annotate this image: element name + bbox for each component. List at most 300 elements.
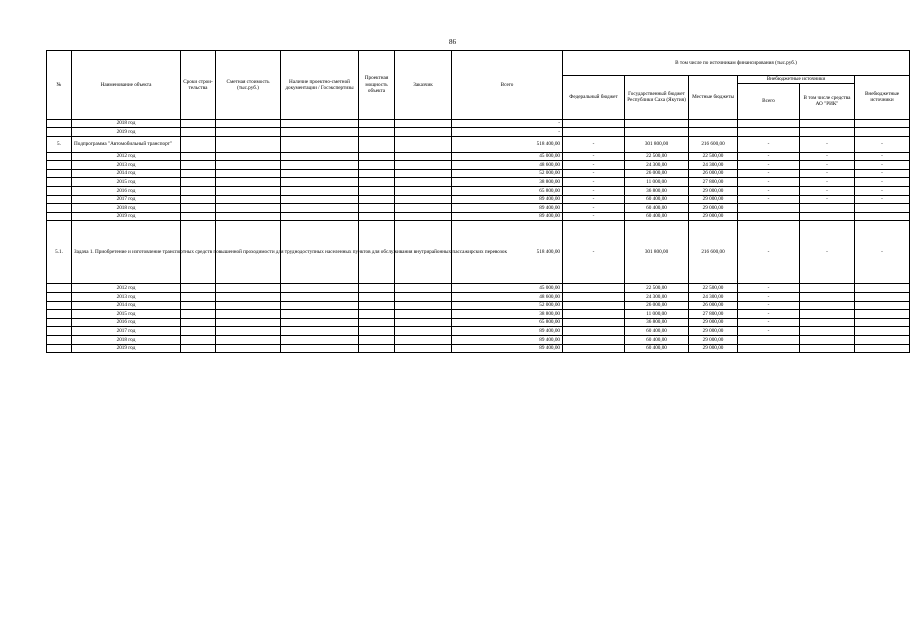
row-cell: - xyxy=(738,284,800,293)
row-cell xyxy=(855,119,910,128)
row-cell xyxy=(216,212,281,221)
row-name: 2015 год xyxy=(72,310,181,319)
row-cell: 89 400,00 xyxy=(452,327,563,336)
row-cell xyxy=(181,178,216,187)
row-cell xyxy=(855,344,910,353)
col-local-header: Местные бюджеты xyxy=(689,76,738,120)
row-cell: 26 000,00 xyxy=(689,301,738,310)
row-cell xyxy=(181,119,216,128)
row-cell xyxy=(563,318,625,327)
row-cell xyxy=(395,293,452,302)
row-cell: 65 800,00 xyxy=(452,187,563,196)
row-cell xyxy=(216,204,281,213)
row-cell: 24 300,00 xyxy=(625,161,689,170)
table-row xyxy=(47,187,910,196)
row-cell: 518 400,00 xyxy=(452,221,563,284)
row-cell: 29 000,00 xyxy=(689,336,738,345)
row-cell xyxy=(800,327,855,336)
row-cell: - xyxy=(800,221,855,284)
row-cell xyxy=(855,212,910,221)
row-cell xyxy=(625,128,689,137)
row-cell: - xyxy=(855,195,910,204)
row-cell xyxy=(216,161,281,170)
row-cell xyxy=(181,301,216,310)
row-cell xyxy=(738,204,800,213)
table-row xyxy=(47,344,910,353)
row-number xyxy=(47,128,72,137)
row-name: Задача 1. Приобретение и изготовление транспортных средств повышенной проходимости для труднодоступных населенных пунктов для обслуживания внутрирайонных пассажирских перевозок xyxy=(72,221,181,284)
row-number xyxy=(47,195,72,204)
row-cell xyxy=(563,301,625,310)
row-cell: - xyxy=(452,128,563,137)
row-name: 2016 год xyxy=(72,187,181,196)
row-cell xyxy=(216,152,281,161)
row-cell: 60 400,00 xyxy=(625,336,689,345)
row-cell xyxy=(395,178,452,187)
row-cell xyxy=(738,336,800,345)
row-cell: 29 000,00 xyxy=(689,318,738,327)
row-cell: 60 400,00 xyxy=(625,327,689,336)
row-cell: 52 000,00 xyxy=(452,169,563,178)
row-cell: - xyxy=(800,195,855,204)
row-cell xyxy=(359,301,395,310)
row-cell: 216 600,00 xyxy=(689,136,738,152)
row-cell xyxy=(855,204,910,213)
row-cell xyxy=(216,119,281,128)
row-cell: - xyxy=(800,136,855,152)
row-name: 2019 год xyxy=(72,344,181,353)
row-cell: - xyxy=(738,195,800,204)
row-cell xyxy=(800,204,855,213)
row-cell xyxy=(800,301,855,310)
row-cell: 24 300,00 xyxy=(689,161,738,170)
table-row xyxy=(47,318,910,327)
row-cell: 65 800,00 xyxy=(452,318,563,327)
table-row xyxy=(47,327,910,336)
funding-sources-header: В том числе по источникам финансирования (тыс.руб.) xyxy=(563,51,910,76)
row-number xyxy=(47,161,72,170)
row-cell xyxy=(281,327,359,336)
row-cell xyxy=(281,344,359,353)
row-cell: 89 400,00 xyxy=(452,212,563,221)
row-cell xyxy=(395,344,452,353)
row-name: 2019 год xyxy=(72,128,181,137)
row-cell: - xyxy=(855,152,910,161)
row-cell: - xyxy=(855,169,910,178)
row-cell: 89 400,00 xyxy=(452,204,563,213)
row-cell xyxy=(281,293,359,302)
row-cell xyxy=(855,318,910,327)
row-cell: - xyxy=(738,152,800,161)
row-cell: 26 000,00 xyxy=(689,169,738,178)
row-number xyxy=(47,284,72,293)
row-cell xyxy=(625,119,689,128)
table-row xyxy=(47,161,910,170)
row-cell: - xyxy=(800,152,855,161)
col-extra-rik-header: В том числе средства АО "РИК" xyxy=(800,83,855,119)
row-cell xyxy=(281,128,359,137)
row-cell: - xyxy=(563,161,625,170)
row-cell xyxy=(359,318,395,327)
row-cell xyxy=(395,161,452,170)
row-cell xyxy=(395,169,452,178)
row-cell: 26 000,00 xyxy=(625,169,689,178)
row-cell xyxy=(738,344,800,353)
table-row xyxy=(47,293,910,302)
row-cell xyxy=(359,128,395,137)
row-cell xyxy=(395,195,452,204)
row-cell: 518 400,00 xyxy=(452,136,563,152)
extrabudget-group-header: Внебюджетные источники xyxy=(738,76,855,84)
row-cell xyxy=(181,318,216,327)
row-name: 2018 год xyxy=(72,336,181,345)
row-cell: 11 000,00 xyxy=(625,178,689,187)
col-cost-header: Сметная стоимость (тыс.руб.) xyxy=(216,51,281,120)
row-cell xyxy=(563,284,625,293)
row-cell xyxy=(800,318,855,327)
row-cell xyxy=(216,195,281,204)
row-cell: - xyxy=(738,318,800,327)
row-cell xyxy=(181,187,216,196)
row-cell xyxy=(359,293,395,302)
table-row xyxy=(47,284,910,293)
row-cell: - xyxy=(563,178,625,187)
row-cell: - xyxy=(855,178,910,187)
row-cell xyxy=(395,128,452,137)
row-cell xyxy=(800,293,855,302)
row-cell: 89 400,00 xyxy=(452,195,563,204)
row-cell xyxy=(395,204,452,213)
row-cell xyxy=(563,293,625,302)
row-cell: - xyxy=(855,221,910,284)
row-cell: - xyxy=(563,204,625,213)
row-cell xyxy=(216,293,281,302)
col-terms-header: Сроки строи-тельства xyxy=(181,51,216,120)
row-cell: - xyxy=(855,136,910,152)
row-cell xyxy=(359,204,395,213)
row-cell: - xyxy=(738,310,800,319)
row-cell: 29 000,00 xyxy=(689,344,738,353)
row-cell xyxy=(281,136,359,152)
row-cell xyxy=(181,161,216,170)
row-cell: - xyxy=(738,327,800,336)
row-cell xyxy=(855,128,910,137)
row-cell xyxy=(359,310,395,319)
row-cell xyxy=(216,327,281,336)
row-number xyxy=(47,310,72,319)
col-extra-other-header: Внебюджетные источники xyxy=(855,76,910,120)
row-name: 2012 год xyxy=(72,284,181,293)
row-cell xyxy=(359,187,395,196)
table-row xyxy=(47,119,910,128)
row-cell xyxy=(181,204,216,213)
row-cell: 36 800,00 xyxy=(625,187,689,196)
row-cell xyxy=(395,136,452,152)
row-cell: - xyxy=(563,136,625,152)
row-cell xyxy=(359,212,395,221)
row-cell: 22 500,00 xyxy=(625,152,689,161)
col-total-header: Всего xyxy=(452,51,563,120)
row-cell xyxy=(181,169,216,178)
col-num-header: № xyxy=(47,51,72,120)
row-cell xyxy=(281,204,359,213)
row-cell xyxy=(281,318,359,327)
row-cell xyxy=(800,284,855,293)
row-number xyxy=(47,178,72,187)
row-cell: - xyxy=(855,187,910,196)
row-cell: - xyxy=(738,221,800,284)
row-cell: - xyxy=(563,195,625,204)
row-number xyxy=(47,204,72,213)
table-body xyxy=(47,119,910,353)
row-cell xyxy=(738,212,800,221)
row-cell xyxy=(563,327,625,336)
row-cell: - xyxy=(563,212,625,221)
row-cell: 38 800,00 xyxy=(452,310,563,319)
row-cell: 38 800,00 xyxy=(452,178,563,187)
row-cell xyxy=(359,161,395,170)
row-name: 2013 год xyxy=(72,161,181,170)
row-cell xyxy=(216,301,281,310)
table-row xyxy=(47,178,910,187)
row-cell xyxy=(181,327,216,336)
row-cell: - xyxy=(800,178,855,187)
row-cell xyxy=(281,169,359,178)
row-cell: - xyxy=(855,161,910,170)
row-cell xyxy=(181,310,216,319)
row-cell xyxy=(359,336,395,345)
row-cell xyxy=(563,310,625,319)
row-name: 2019 год xyxy=(72,212,181,221)
row-number xyxy=(47,187,72,196)
row-cell xyxy=(855,327,910,336)
row-name: 2015 год xyxy=(72,178,181,187)
row-cell xyxy=(395,318,452,327)
row-cell: 216 600,00 xyxy=(689,221,738,284)
row-cell xyxy=(281,178,359,187)
row-cell xyxy=(395,336,452,345)
row-cell: - xyxy=(800,169,855,178)
row-cell xyxy=(395,187,452,196)
row-cell xyxy=(216,318,281,327)
row-cell xyxy=(281,336,359,345)
row-cell xyxy=(395,212,452,221)
row-cell: 29 000,00 xyxy=(689,212,738,221)
row-cell xyxy=(395,301,452,310)
row-cell: 29 000,00 xyxy=(689,195,738,204)
table-row xyxy=(47,128,910,137)
table-row xyxy=(47,310,910,319)
row-cell xyxy=(281,161,359,170)
row-cell xyxy=(216,284,281,293)
row-name: 2018 год xyxy=(72,119,181,128)
row-cell: 52 000,00 xyxy=(452,301,563,310)
col-name-header: Наименование объекта xyxy=(72,51,181,120)
table-row xyxy=(47,221,910,284)
row-cell: - xyxy=(800,161,855,170)
row-cell xyxy=(359,169,395,178)
row-cell xyxy=(395,119,452,128)
row-cell xyxy=(216,187,281,196)
row-cell: 60 400,00 xyxy=(625,344,689,353)
row-cell: - xyxy=(738,178,800,187)
row-cell: 89 400,00 xyxy=(452,336,563,345)
col-capacity-header: Проектная мощность объекта xyxy=(359,51,395,120)
row-cell xyxy=(216,128,281,137)
row-cell xyxy=(216,169,281,178)
row-cell xyxy=(359,195,395,204)
table-row xyxy=(47,136,910,152)
row-cell: 48 600,00 xyxy=(452,293,563,302)
row-cell: 29 000,00 xyxy=(689,187,738,196)
row-cell xyxy=(800,344,855,353)
row-cell: 48 600,00 xyxy=(452,161,563,170)
row-number xyxy=(47,344,72,353)
row-name: 2017 год xyxy=(72,327,181,336)
col-design-docs-header: Наличие проектно-сметной документации / Госэкспертизы xyxy=(281,51,359,120)
row-cell xyxy=(689,119,738,128)
col-customer-header: Заказчик xyxy=(395,51,452,120)
row-cell xyxy=(181,344,216,353)
row-cell xyxy=(216,310,281,319)
row-cell xyxy=(689,128,738,137)
row-cell: 45 000,00 xyxy=(452,284,563,293)
row-number xyxy=(47,293,72,302)
row-cell: 89 400,00 xyxy=(452,344,563,353)
col-federal-header: Федеральный бюджет xyxy=(563,76,625,120)
row-cell xyxy=(359,344,395,353)
row-cell: 60 400,00 xyxy=(625,212,689,221)
row-cell xyxy=(181,336,216,345)
row-number xyxy=(47,301,72,310)
row-cell: - xyxy=(738,293,800,302)
row-cell: 60 400,00 xyxy=(625,204,689,213)
row-cell: - xyxy=(738,187,800,196)
row-name: 2012 год xyxy=(72,152,181,161)
row-cell xyxy=(281,119,359,128)
row-cell xyxy=(395,152,452,161)
row-cell: - xyxy=(738,301,800,310)
row-cell xyxy=(563,336,625,345)
row-cell: 301 800,00 xyxy=(625,136,689,152)
row-number xyxy=(47,152,72,161)
row-cell xyxy=(216,178,281,187)
row-cell xyxy=(855,293,910,302)
table-row xyxy=(47,169,910,178)
row-cell xyxy=(281,152,359,161)
row-cell: - xyxy=(563,221,625,284)
row-cell: 24 300,00 xyxy=(689,293,738,302)
row-cell xyxy=(281,187,359,196)
row-cell xyxy=(181,212,216,221)
row-cell xyxy=(800,212,855,221)
table-row xyxy=(47,195,910,204)
row-cell xyxy=(855,284,910,293)
row-cell: - xyxy=(738,136,800,152)
row-cell xyxy=(281,301,359,310)
table-row xyxy=(47,152,910,161)
row-cell xyxy=(359,152,395,161)
row-cell: 45 000,00 xyxy=(452,152,563,161)
row-number xyxy=(47,318,72,327)
row-cell: - xyxy=(800,187,855,196)
table-row xyxy=(47,204,910,213)
row-number xyxy=(47,336,72,345)
row-cell xyxy=(181,195,216,204)
row-cell xyxy=(395,327,452,336)
row-cell xyxy=(855,301,910,310)
row-cell xyxy=(181,293,216,302)
row-cell: - xyxy=(563,169,625,178)
row-cell: 29 000,00 xyxy=(689,204,738,213)
row-cell xyxy=(855,336,910,345)
row-cell xyxy=(395,310,452,319)
row-name: 2014 год xyxy=(72,301,181,310)
row-cell: 301 800,00 xyxy=(625,221,689,284)
page-number: 86 xyxy=(449,38,456,46)
row-cell: 26 000,00 xyxy=(625,301,689,310)
table-row xyxy=(47,336,910,345)
row-cell: 24 300,00 xyxy=(625,293,689,302)
row-cell: - xyxy=(452,119,563,128)
row-name: 2016 год xyxy=(72,318,181,327)
row-number xyxy=(47,212,72,221)
row-cell xyxy=(563,119,625,128)
row-cell xyxy=(800,336,855,345)
row-cell xyxy=(563,344,625,353)
table-row xyxy=(47,212,910,221)
row-cell xyxy=(281,195,359,204)
row-cell: 22 500,00 xyxy=(689,284,738,293)
row-number: 5.1. xyxy=(47,221,72,284)
row-cell: 11 000,00 xyxy=(625,310,689,319)
row-cell xyxy=(563,128,625,137)
row-name: 2017 год xyxy=(72,195,181,204)
row-cell xyxy=(216,136,281,152)
row-cell xyxy=(281,310,359,319)
row-name: 2014 год xyxy=(72,169,181,178)
row-cell: 27 800,00 xyxy=(689,178,738,187)
row-cell: 22 500,00 xyxy=(689,152,738,161)
table-row xyxy=(47,301,910,310)
row-cell xyxy=(359,178,395,187)
row-cell xyxy=(181,136,216,152)
row-cell xyxy=(359,136,395,152)
row-number xyxy=(47,327,72,336)
row-cell xyxy=(181,284,216,293)
col-state-header: Государственный бюджет Республики Саха (Якутия) xyxy=(625,76,689,120)
row-cell xyxy=(216,336,281,345)
financing-table xyxy=(46,50,910,353)
row-cell xyxy=(359,327,395,336)
row-cell xyxy=(738,119,800,128)
row-name: Подпрограмма "Автомобильный транспорт" xyxy=(72,136,181,152)
row-cell xyxy=(855,310,910,319)
row-name: 2013 год xyxy=(72,293,181,302)
row-cell xyxy=(181,128,216,137)
row-cell: 22 500,00 xyxy=(625,284,689,293)
row-cell xyxy=(181,152,216,161)
row-cell: 27 800,00 xyxy=(689,310,738,319)
col-extra-total-header: Всего xyxy=(738,83,800,119)
row-cell xyxy=(216,344,281,353)
row-cell xyxy=(800,119,855,128)
row-cell: - xyxy=(738,169,800,178)
row-number xyxy=(47,119,72,128)
row-cell xyxy=(738,128,800,137)
row-cell: 60 400,00 xyxy=(625,195,689,204)
row-cell: - xyxy=(738,161,800,170)
